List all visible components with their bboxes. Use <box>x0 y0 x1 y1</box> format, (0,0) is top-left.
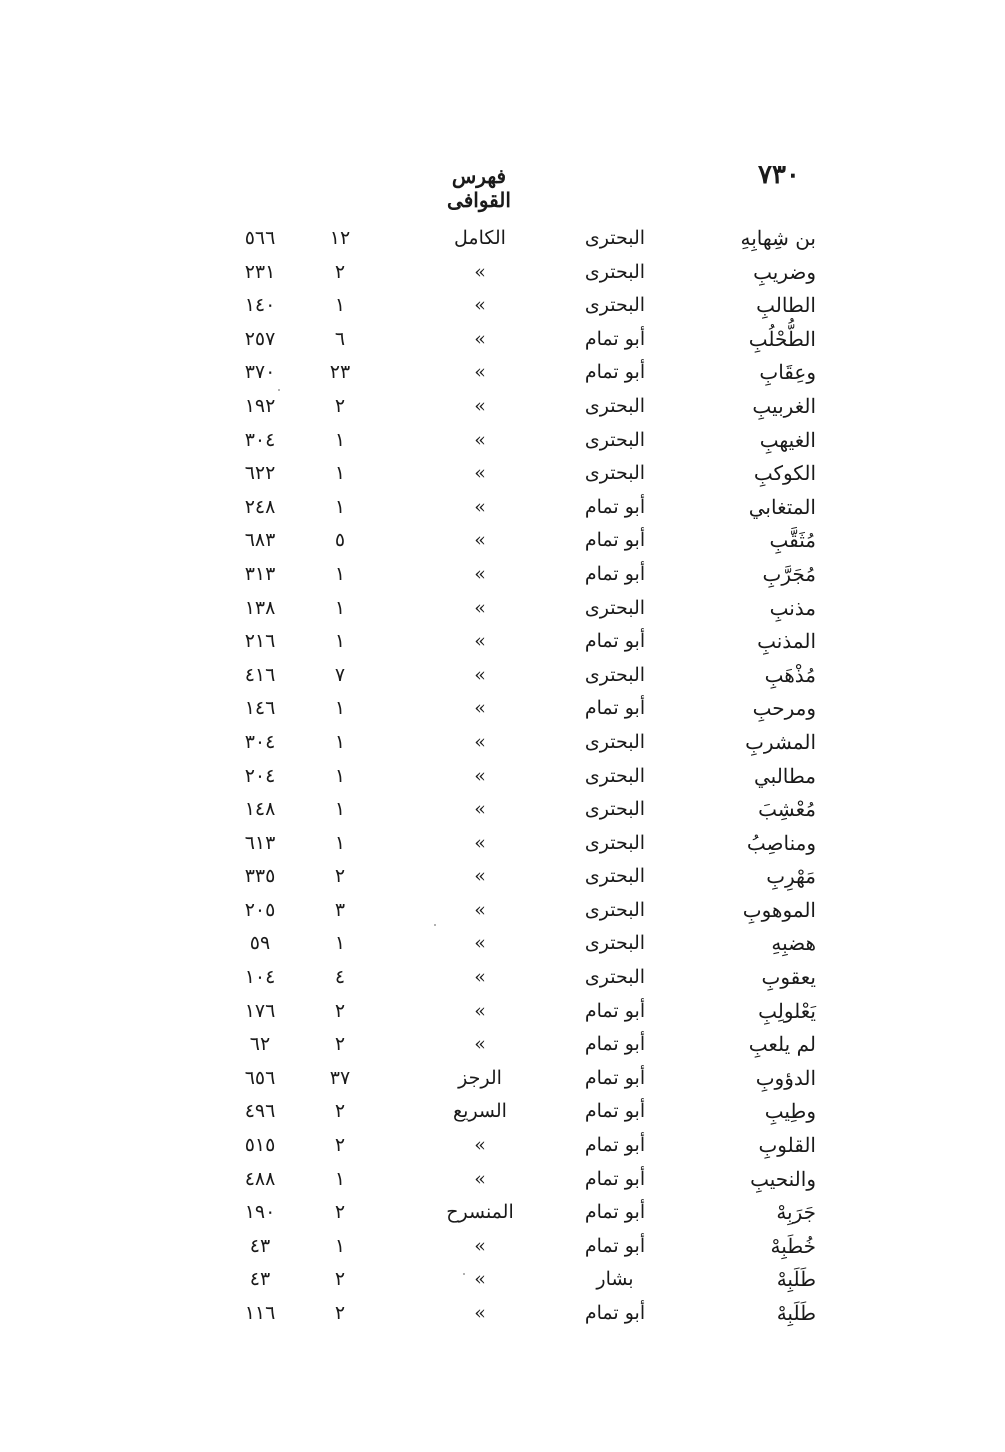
page-ref-cell: ٤٣ <box>249 1234 271 1257</box>
table-row <box>230 895 830 929</box>
rhyme-cell: الطُّحْلُبِ <box>748 326 816 351</box>
verse-count-cell: ١ <box>334 428 346 451</box>
poet-cell: البحترى <box>584 394 646 417</box>
table-row <box>230 626 830 660</box>
table-row <box>230 391 830 425</box>
verse-count-cell: ٧ <box>334 663 346 686</box>
meter-cell: » <box>474 730 486 753</box>
rhyme-cell: القلوبِ <box>758 1133 816 1158</box>
table-row <box>230 492 830 526</box>
meter-cell: » <box>474 697 486 720</box>
poet-cell: أبو تمام <box>584 999 646 1022</box>
meter-cell: » <box>474 562 486 585</box>
meter-cell: الكامل <box>454 227 506 249</box>
verse-count-cell: ٣ <box>334 898 346 921</box>
poet-cell: البحترى <box>584 596 646 619</box>
rhyme-cell: وضريبِ <box>753 259 816 284</box>
meter-cell: » <box>474 495 486 518</box>
verse-count-cell: ٤ <box>334 966 346 989</box>
page-ref-cell: ٦١٣ <box>244 831 276 854</box>
verse-count-cell: ٢ <box>334 1100 346 1123</box>
page-ref-cell: ٣٣٥ <box>244 865 276 888</box>
meter-cell: » <box>474 327 486 350</box>
rhyme-cell: والنحيبِ <box>750 1166 816 1191</box>
poet-cell: البحترى <box>584 831 646 854</box>
poet-cell: أبو تمام <box>584 1134 646 1157</box>
page-ref-cell: ١٠٤ <box>244 966 276 989</box>
rhyme-cell: مطالبي <box>753 763 816 788</box>
table-row <box>230 1197 830 1231</box>
rhyme-cell: مُثَقَّبِ <box>769 528 816 553</box>
table-row <box>230 223 830 257</box>
page-ref-cell: ٢٠٤ <box>244 764 276 787</box>
poet-cell: أبو تمام <box>584 1066 646 1089</box>
table-row <box>230 1029 830 1063</box>
meter-cell: » <box>474 865 486 888</box>
page-ref-cell: ٢١٦ <box>244 630 276 653</box>
page-ref-cell: ٥١٥ <box>244 1134 276 1157</box>
verse-count-cell: ٥ <box>334 529 346 552</box>
rhyme-cell: يَعْلولِبِ <box>758 998 816 1023</box>
verse-count-cell: ١ <box>334 630 346 653</box>
table-row <box>230 761 830 795</box>
verse-count-cell: ٢ <box>334 999 346 1022</box>
table-row <box>230 425 830 459</box>
page-ref-cell: ١٩٠ <box>244 1201 276 1224</box>
poet-cell: البحترى <box>584 462 646 485</box>
page-ref-cell: ٢٥٧ <box>244 327 276 350</box>
page-ref-cell: ٤٨٨ <box>244 1167 276 1190</box>
rhyme-cell: خُطَبِهْ <box>770 1233 816 1258</box>
rhyme-cell: المتغابي <box>748 494 816 519</box>
table-row <box>230 525 830 559</box>
poet-cell: أبو تمام <box>584 697 646 720</box>
rhyme-cell: الدؤوبِ <box>755 1065 816 1090</box>
table-row <box>230 1096 830 1130</box>
page-ref-cell: ١٤٦ <box>244 697 276 720</box>
rhyme-cell: مُعْشِبَ <box>758 797 816 822</box>
verse-count-cell: ٦ <box>334 327 346 350</box>
rhyme-cell: الكوكبِ <box>753 461 816 486</box>
rhyme-cell: طَلَبِهْ <box>776 1267 816 1292</box>
rhyme-cell: الغربيبِ <box>752 393 816 418</box>
page-ref-cell: ٢٠٥ <box>244 898 276 921</box>
verse-count-cell: ١ <box>334 495 346 518</box>
page-ref-cell: ٢٤٨ <box>244 495 276 518</box>
verse-count-cell: ١ <box>334 831 346 854</box>
meter-cell: » <box>474 898 486 921</box>
poet-cell: البحترى <box>584 730 646 753</box>
rhyme-cell: هضبِهِ <box>771 931 816 956</box>
print-speck <box>434 924 436 926</box>
verse-count-cell: ١ <box>334 562 346 585</box>
table-row <box>230 693 830 727</box>
meter-cell: السريع <box>453 1100 507 1123</box>
page-ref-cell: ٤٩٦ <box>244 1100 276 1123</box>
poet-cell: البحترى <box>584 428 646 451</box>
verse-count-cell: ٢٣ <box>329 361 351 384</box>
meter-cell: » <box>474 260 486 283</box>
rhyme-cell: الموهوبِ <box>742 897 816 922</box>
poet-cell: البحترى <box>584 898 646 921</box>
table-row <box>230 290 830 324</box>
rhyme-cell: ومناصِبُ <box>746 830 816 855</box>
rhyme-cell: بن شِهابِهِ <box>740 226 816 250</box>
table-row <box>230 660 830 694</box>
poet-cell: البحترى <box>584 260 646 283</box>
meter-cell: » <box>474 596 486 619</box>
poet-cell: أبو تمام <box>584 495 646 518</box>
poet-cell: أبو تمام <box>584 562 646 585</box>
verse-count-cell: ١ <box>334 932 346 955</box>
rhyme-cell: مَهْرِبِ <box>766 864 816 889</box>
table-row <box>230 1298 830 1332</box>
poet-cell: البحترى <box>584 294 646 317</box>
page-ref-cell: ٦٢ <box>249 1033 271 1056</box>
poet-cell: أبو تمام <box>584 361 646 384</box>
meter-cell: » <box>474 630 486 653</box>
rhyme-cell: وطِيبِ <box>764 1099 816 1124</box>
page-ref-cell: ٦٨٣ <box>244 529 276 552</box>
page-ref-cell: ١٣٨ <box>244 596 276 619</box>
table-row <box>230 962 830 996</box>
rhyme-cell: ومرحبِ <box>752 696 816 721</box>
verse-count-cell: ٢ <box>334 1201 346 1224</box>
meter-cell: » <box>474 798 486 821</box>
meter-cell: » <box>474 1302 486 1324</box>
meter-cell: » <box>474 294 486 317</box>
page-ref-cell: ٤٣ <box>249 1268 271 1291</box>
poet-cell: أبو تمام <box>584 1201 646 1224</box>
meter-cell: » <box>474 999 486 1022</box>
verse-count-cell: ٣٧ <box>329 1066 351 1089</box>
poet-cell: أبو تمام <box>584 1033 646 1056</box>
meter-cell: » <box>474 932 486 955</box>
page-number: ٧٣٠ <box>758 160 800 190</box>
page-ref-cell: ٦٥٦ <box>244 1066 276 1089</box>
meter-cell: » <box>474 394 486 417</box>
meter-cell: » <box>474 529 486 552</box>
rhyme-index-table <box>230 223 830 1332</box>
page-ref-cell: ١٤٨ <box>244 798 276 821</box>
meter-cell: الرجز <box>458 1066 502 1089</box>
rhyme-cell: الغيهبِ <box>759 427 816 452</box>
meter-cell: » <box>474 1033 486 1056</box>
rhyme-cell: الطالبِ <box>756 293 816 318</box>
meter-cell: » <box>474 462 486 485</box>
verse-count-cell: ٢ <box>334 865 346 888</box>
verse-count-cell: ٢ <box>334 394 346 417</box>
table-row <box>230 996 830 1030</box>
verse-count-cell: ١٢ <box>329 227 351 249</box>
table-row <box>230 1231 830 1265</box>
verse-count-cell: ١ <box>334 1234 346 1257</box>
table-row <box>230 257 830 291</box>
verse-count-cell: ١ <box>334 1167 346 1190</box>
page-ref-cell: ١٧٦ <box>244 999 276 1022</box>
page-ref-cell: ٣٠٤ <box>244 428 276 451</box>
table-row <box>230 559 830 593</box>
rhyme-cell: مُذْهَبِ <box>764 662 816 687</box>
verse-count-cell: ١ <box>334 596 346 619</box>
meter-cell: » <box>474 966 486 989</box>
table-row <box>230 861 830 895</box>
meter-cell: » <box>474 663 486 686</box>
verse-count-cell: ٢ <box>334 1268 346 1291</box>
verse-count-cell: ١ <box>334 730 346 753</box>
verse-count-cell: ١ <box>334 462 346 485</box>
rhyme-cell: جَرَبِهْ <box>776 1200 816 1225</box>
poet-cell: البحترى <box>584 663 646 686</box>
poet-cell: البحترى <box>584 764 646 787</box>
verse-count-cell: ٢ <box>334 1302 346 1324</box>
page-title: فهرس القوافى <box>447 164 511 212</box>
poet-cell: أبو تمام <box>584 1234 646 1257</box>
print-speck <box>463 1273 465 1275</box>
poet-cell: البحترى <box>584 932 646 955</box>
meter-cell: » <box>474 428 486 451</box>
meter-cell: » <box>474 1167 486 1190</box>
meter-cell: » <box>474 1134 486 1157</box>
verse-count-cell: ٢ <box>334 1134 346 1157</box>
table-row <box>230 727 830 761</box>
page-ref-cell: ٥٦٦ <box>244 227 276 249</box>
rhyme-cell: المشربِ <box>745 729 816 754</box>
verse-count-cell: ٢ <box>334 260 346 283</box>
verse-count-cell: ٢ <box>334 1033 346 1056</box>
poet-cell: بشار <box>596 1268 634 1291</box>
page-ref-cell: ٣٧٠ <box>244 361 276 384</box>
verse-count-cell: ١ <box>334 798 346 821</box>
rhyme-cell: لم يلعبِ <box>748 1032 816 1057</box>
meter-cell: » <box>474 1234 486 1257</box>
poet-cell: البحترى <box>584 966 646 989</box>
meter-cell: » <box>474 831 486 854</box>
verse-count-cell: ١ <box>334 764 346 787</box>
poet-cell: البحترى <box>584 227 646 249</box>
verse-count-cell: ١ <box>334 697 346 720</box>
poet-cell: أبو تمام <box>584 1167 646 1190</box>
rhyme-cell: طَلَبِهْ <box>776 1301 816 1325</box>
table-row <box>230 324 830 358</box>
table-row <box>230 1164 830 1198</box>
poet-cell: أبو تمام <box>584 1100 646 1123</box>
table-row <box>230 357 830 391</box>
page-ref-cell: ٣٠٤ <box>244 730 276 753</box>
rhyme-cell: مُجَرَّبِ <box>762 561 816 586</box>
poet-cell: البحترى <box>584 865 646 888</box>
table-row <box>230 1130 830 1164</box>
table-row <box>230 1063 830 1097</box>
poet-cell: أبو تمام <box>584 1302 646 1324</box>
print-speck <box>278 389 280 391</box>
page-ref-cell: ١٤٠ <box>244 294 276 317</box>
poet-cell: أبو تمام <box>584 529 646 552</box>
meter-cell: » <box>474 764 486 787</box>
table-row <box>230 828 830 862</box>
poet-cell: أبو تمام <box>584 327 646 350</box>
table-row <box>230 458 830 492</box>
page-ref-cell: ١٩٢ <box>244 394 276 417</box>
meter-cell: » <box>474 361 486 384</box>
page-ref-cell: ٣١٣ <box>244 562 276 585</box>
rhyme-cell: يعقوبِ <box>761 965 816 990</box>
page-ref-cell: ٥٩ <box>249 932 271 955</box>
page-ref-cell: ١١٦ <box>244 1302 276 1324</box>
table-row <box>230 1264 830 1298</box>
poet-cell: البحترى <box>584 798 646 821</box>
rhyme-cell: مذنبِ <box>769 595 816 620</box>
verse-count-cell: ١ <box>334 294 346 317</box>
table-row <box>230 593 830 627</box>
table-row <box>230 794 830 828</box>
meter-cell: المنسرح <box>446 1201 514 1224</box>
page-ref-cell: ٢٣١ <box>244 260 276 283</box>
page-ref-cell: ٤١٦ <box>244 663 276 686</box>
page-ref-cell: ٦٢٢ <box>244 462 276 485</box>
rhyme-cell: وعِقَابِ <box>759 360 816 385</box>
poet-cell: أبو تمام <box>584 630 646 653</box>
meter-cell: » <box>474 1268 486 1291</box>
rhyme-cell: المذنبِ <box>757 629 816 654</box>
table-row <box>230 928 830 962</box>
